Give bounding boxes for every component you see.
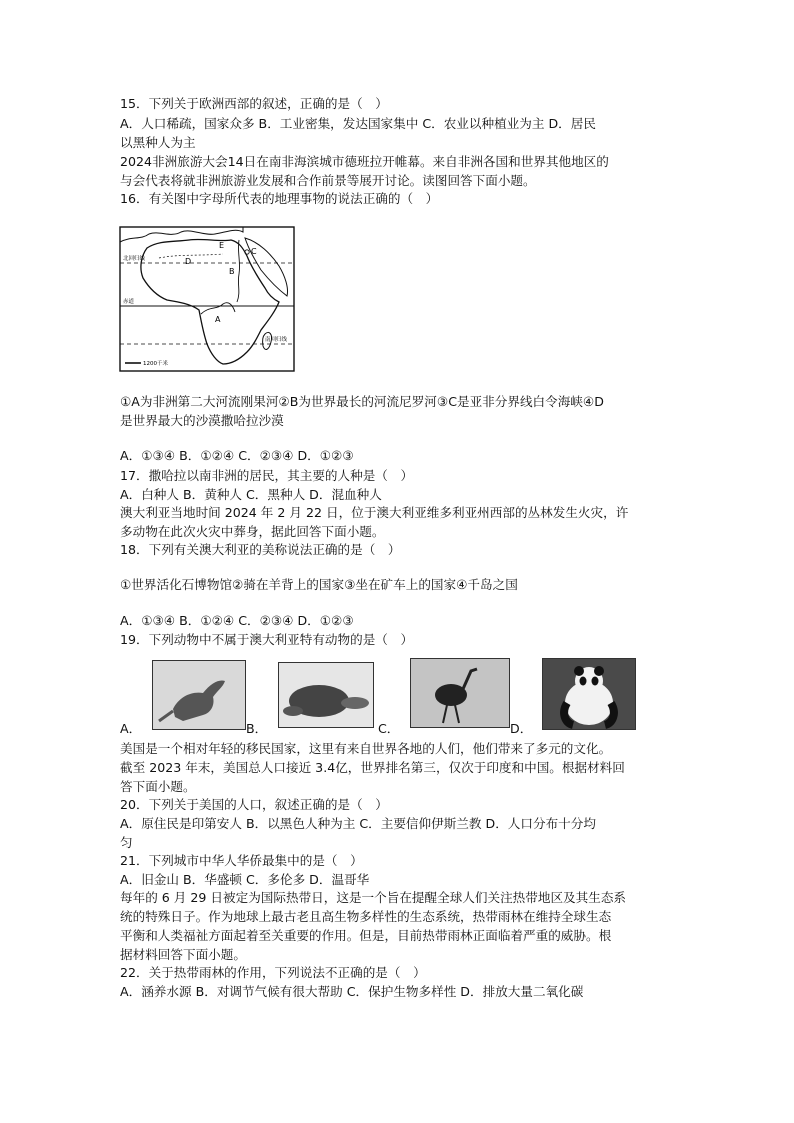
q20-options-cont: 匀	[120, 835, 133, 850]
kangaroo-photo	[152, 660, 246, 730]
q17-stem: 17．撒哈拉以南非洲的居民，其主要的人种是（ ）	[120, 468, 414, 483]
usa-intro-line3: 答下面小题。	[120, 779, 196, 794]
africa-intro-line1: 2024非洲旅游大会14日在南非海滨城市德班拉开帷幕。来自非洲各国和世界其他地区的	[120, 154, 609, 169]
emu-photo	[410, 658, 510, 728]
rainforest-intro-line3: 平衡和人类福祉方面起着至关重要的作用。但是，目前热带雨林正面临着严重的威胁。根	[120, 928, 612, 943]
map-label-c: C	[251, 247, 257, 256]
q16-statements: ①A为非洲第二大河流刚果河②B为世界最长的河流尼罗河③C是亚非分界线白令海峡④D	[120, 394, 604, 409]
q21-options: A．旧金山 B．华盛顿 C．多伦多 D．温哥华	[120, 872, 370, 887]
africa-map	[119, 226, 295, 372]
q18-options: A．①③④ B．①②④ C．②③④ D．①②③	[120, 613, 354, 628]
usa-intro-line2: 截至 2023 年末，美国总人口接近 3.4亿，世界排名第三，仅次于印度和中国。根据材料回	[120, 760, 625, 775]
map-label-a: A	[215, 315, 221, 324]
map-label-b: B	[229, 267, 235, 276]
q19-option-c-label: C．	[378, 721, 400, 736]
q20-options: A．原住民是印第安人 B．以黑色人种为主 C．主要信仰伊斯兰教 D．人口分布十分均	[120, 816, 596, 831]
map-label-tropic-south: 南回归线	[265, 337, 288, 343]
map-label-equator: 赤道	[123, 299, 135, 305]
rainforest-intro-line2: 统的特殊日子。作为地球上最古老且高生物多样性的生态系统，热带雨林在维持全球生态	[120, 909, 612, 924]
q16-stem: 16．有关图中字母所代表的地理事物的说法正确的（ ）	[120, 191, 439, 206]
map-scale: 1200千米	[143, 361, 168, 367]
q19-option-b-label: B．	[246, 721, 268, 736]
africa-intro-line2: 与会代表将就非洲旅游业发展和合作前景等展开讨论。读图回答下面小题。	[120, 173, 536, 188]
map-label-d: D	[185, 257, 192, 266]
q16-statements-cont: 是世界最大的沙漠撒哈拉沙漠	[120, 413, 284, 428]
q18-statements: ①世界活化石博物馆②骑在羊背上的国家③坐在矿车上的国家④千岛之国	[120, 577, 518, 592]
map-label-tropic-north: 北回归线	[123, 256, 146, 262]
q19-stem: 19．下列动物中不属于澳大利亚特有动物的是（ ）	[120, 632, 414, 647]
q15-stem: 15．下列关于欧洲西部的叙述，正确的是（ ）	[120, 96, 388, 111]
map-label-e: E	[219, 241, 225, 250]
panda-photo	[542, 658, 636, 730]
q18-stem: 18．下列有关澳大利亚的美称说法正确的是（ ）	[120, 542, 401, 557]
usa-intro-line1: 美国是一个相对年轻的移民国家，这里有来自世界各地的人们，他们带来了多元的文化。	[120, 741, 612, 756]
q20-stem: 20．下列关于美国的人口，叙述正确的是（ ）	[120, 797, 388, 812]
q15-options: A．人口稀疏，国家众多 B．工业密集，发达国家集中 C．农业以种植业为主 D．居民	[120, 116, 596, 131]
q15-options-cont: 以黑种人为主	[120, 135, 196, 150]
platypus-photo	[278, 662, 374, 728]
rainforest-intro-line4: 据材料回答下面小题。	[120, 947, 246, 962]
q19-option-a-label: A．	[120, 721, 142, 736]
q21-stem: 21．下列城市中华人华侨最集中的是（ ）	[120, 853, 363, 868]
q17-options: A．白种人 B．黄种人 C．黑种人 D．混血种人	[120, 487, 382, 502]
q22-stem: 22．关于热带雨林的作用，下列说法不正确的是（ ）	[120, 965, 426, 980]
australia-intro-line2: 多动物在此次火灾中葬身，据此回答下面小题。	[120, 524, 385, 539]
rainforest-intro-line1: 每年的 6 月 29 日被定为国际热带日，这是一个旨在提醒全球人们关注热带地区及其生态系	[120, 890, 627, 905]
q22-options: A．涵养水源 B．对调节气候有很大帮助 C．保护生物多样性 D．排放大量二氧化碳	[120, 984, 584, 999]
q16-options: A．①③④ B．①②④ C．②③④ D．①②③	[120, 448, 354, 463]
q19-option-d-label: D．	[510, 721, 533, 736]
australia-intro-line1: 澳大利亚当地时间 2024 年 2 月 22 日，位于澳大利亚维多利亚州西部的丛林发生火灾，许	[120, 505, 629, 520]
